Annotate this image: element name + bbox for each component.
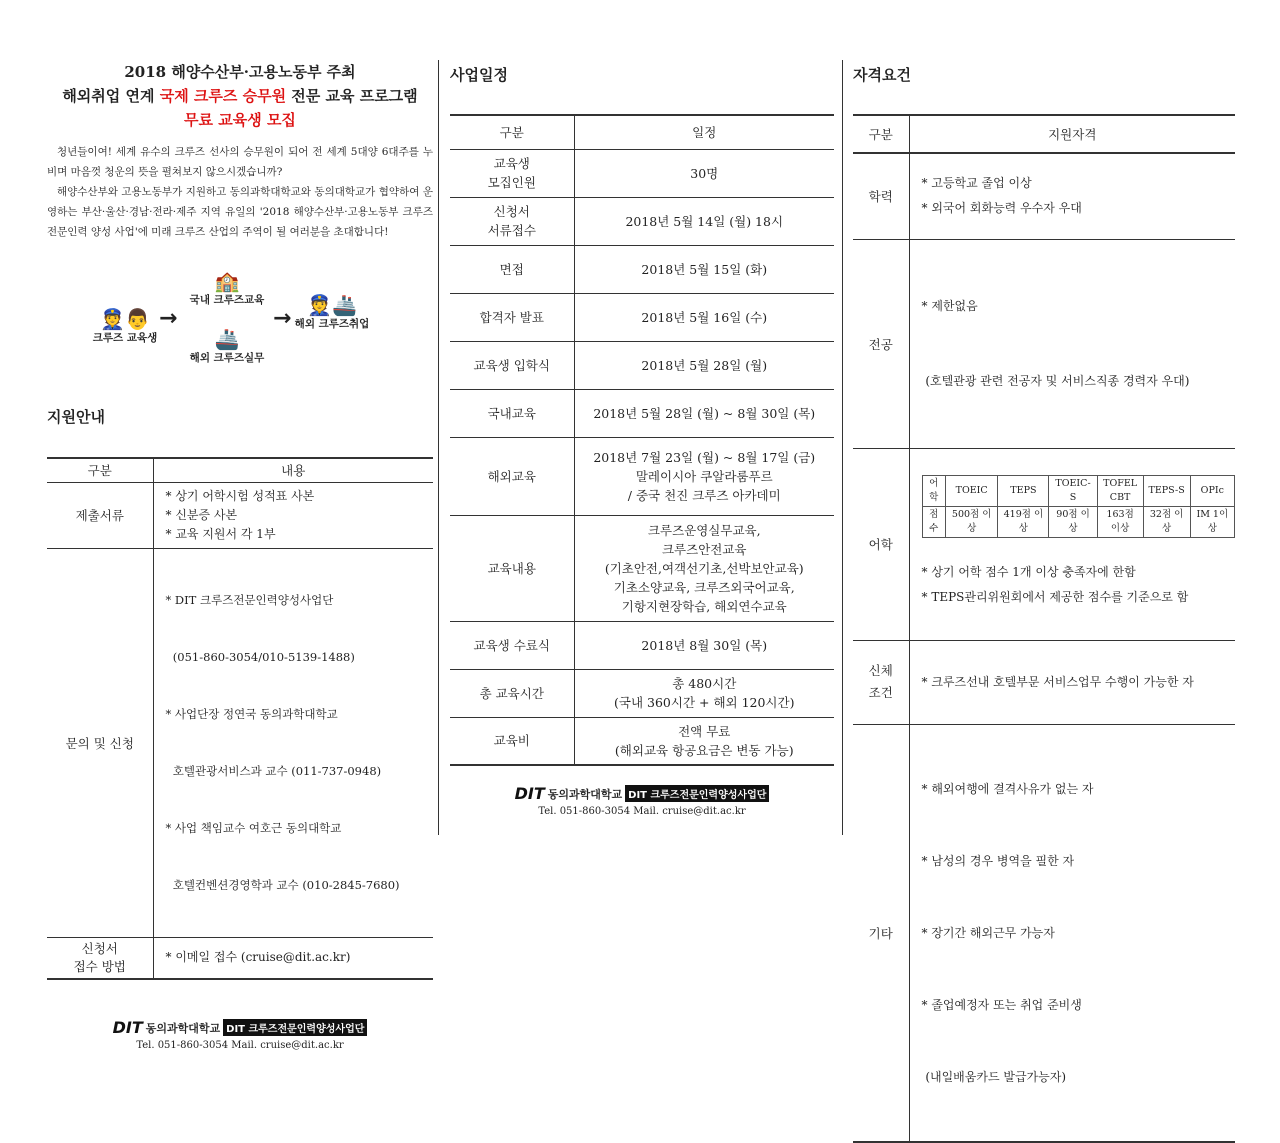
- row-value: [574, 515, 834, 621]
- list-item: * TEPS관리위원회에서 제공한 점수를 기준으로 함: [921, 589, 1189, 604]
- requirements-heading: 자격요건: [853, 66, 911, 84]
- language-cell: OPIc: [1190, 475, 1234, 506]
- row-key: 교육비: [450, 717, 574, 765]
- row-key: 교육생 수료식: [450, 621, 574, 669]
- row-content: [153, 482, 433, 548]
- column-divider-2: [842, 60, 843, 835]
- list-item: * 장기간 해외근무 가능자: [921, 925, 1055, 940]
- table-header: 지원자격: [909, 115, 1235, 153]
- language-cell: 32점 이상: [1143, 506, 1190, 537]
- trainee-label: 크루즈 교육생: [92, 332, 158, 344]
- value-line: 2018년 5월 16일 (수): [641, 309, 768, 325]
- value-line: 2018년 5월 14일 (월) 18시: [625, 213, 784, 229]
- table-row: [853, 724, 1235, 1142]
- row-content: [909, 153, 1235, 239]
- list-item: * 이메일 접수 (cruise@dit.ac.kr): [165, 950, 351, 965]
- table-row: [450, 437, 834, 515]
- row-value: [574, 621, 834, 669]
- list-item: (051-860-3054/010-5139-1488): [165, 649, 355, 664]
- page-title: [47, 60, 433, 132]
- table-row: [853, 153, 1235, 239]
- employment-node: [272, 294, 392, 331]
- table-row: [47, 482, 433, 548]
- language-cell: IM 1이상: [1190, 506, 1234, 537]
- title-part-a: 해외취업 연계: [62, 87, 160, 105]
- list-item: * 외국어 회화능력 우수자 우대: [921, 201, 1082, 216]
- list-item: * 사업단장 정연국 동의과학대학교: [165, 706, 338, 721]
- row-key: 국내교육: [450, 389, 574, 437]
- left-column: [47, 55, 433, 1051]
- row-content: [909, 640, 1235, 724]
- list-item: * 남성의 경우 병역을 필한 자: [921, 853, 1075, 868]
- row-value: [574, 293, 834, 341]
- row-key: 전공: [853, 239, 909, 448]
- table-row: [450, 389, 834, 437]
- row-content: [909, 448, 1235, 640]
- row-value: [574, 149, 834, 197]
- row-key: [450, 149, 574, 197]
- list-item: * 상기 어학 점수 1개 이상 충족자에 한함: [921, 564, 1136, 579]
- cruise-ship-icon: 🚢: [214, 327, 240, 351]
- list-item: 호텔관광서비스과 교수 (011-737-0948): [165, 763, 382, 778]
- table-row: [450, 341, 834, 389]
- language-cell: TOFEL CBT: [1097, 475, 1143, 506]
- row-key: 면접: [450, 245, 574, 293]
- row-value: [574, 341, 834, 389]
- list-item: * 사업 책임교수 여호근 동의대학교: [165, 820, 342, 835]
- row-key: 교육생 입학식: [450, 341, 574, 389]
- table-row: [853, 640, 1235, 724]
- table-header-row: [47, 458, 433, 482]
- domestic-node: [177, 270, 277, 307]
- table-header: 일정: [574, 115, 834, 149]
- value-line: 2018년 5월 28일 (월) ~ 8월 30일 (목): [593, 405, 816, 421]
- dit-logo: [515, 784, 770, 803]
- value-line: 기초소양교육, 크루즈외국어교육,: [613, 579, 795, 595]
- value-line: (기초안전,여객선기초,선박보안교육): [604, 560, 804, 576]
- university-name: 동의과학대학교: [145, 1021, 221, 1035]
- table-header: 구분: [47, 458, 153, 482]
- table-row: [450, 197, 834, 245]
- row-value: [574, 197, 834, 245]
- table-row: [450, 717, 834, 765]
- intro-paragraph-1: 청년들이여! 세계 유수의 크루즈 선사의 승무원이 되어 전 세계 5대양 6대주를 누비며 마음껏 청운의 뜻을 펼쳐보지 않으시겠습니까?: [47, 146, 433, 178]
- list-item: * 졸업예정자 또는 취업 준비생: [921, 997, 1082, 1012]
- requirements-column: [853, 55, 1235, 1143]
- value-line: 2018년 5월 15일 (화): [641, 261, 768, 277]
- contact-info: Tel. 051-860-3054 Mail. cruise@dit.ac.kr: [538, 806, 746, 817]
- table-row: [853, 239, 1235, 448]
- language-cell: TOEIC: [946, 475, 998, 506]
- table-row: [47, 548, 433, 937]
- row-key: 해외교육: [450, 437, 574, 515]
- list-item: * 해외여행에 결격사유가 없는 자: [921, 781, 1094, 796]
- table-header-row: [450, 115, 834, 149]
- row-key-line: 서류접수: [487, 223, 536, 238]
- row-value: [574, 669, 834, 717]
- footer-logo: [47, 1018, 433, 1051]
- school-building-icon: 🏫: [214, 269, 240, 293]
- domestic-label: 국내 크루즈교육: [189, 294, 265, 306]
- row-value: [574, 717, 834, 765]
- row-content: [909, 724, 1235, 1142]
- row-content: [153, 937, 433, 979]
- crew-ship-icon: 👮🚢: [307, 293, 357, 317]
- row-value: [574, 437, 834, 515]
- value-line: 전액 무료: [678, 723, 731, 739]
- table-row: [853, 448, 1235, 640]
- list-item: * 신분증 사본: [165, 507, 238, 522]
- list-item: * DIT 크루즈전문인력양성사업단: [165, 592, 334, 607]
- language-cell: TEPS-S: [1143, 475, 1190, 506]
- value-line: 2018년 7월 23일 (월) ~ 8월 17일 (금): [593, 449, 816, 465]
- list-item: 호텔컨벤션경영학과 교수 (010-2845-7680): [165, 877, 400, 892]
- row-key: 어학: [853, 448, 909, 640]
- value-line: 말레이시아 쿠알라룸푸르: [635, 468, 773, 484]
- value-line: 30명: [690, 165, 719, 181]
- table-header: 내용: [153, 458, 433, 482]
- requirements-table: [853, 114, 1235, 1143]
- table-header: 구분: [853, 115, 909, 153]
- language-cell: 90점 이상: [1049, 506, 1097, 537]
- guide-table: [47, 457, 433, 980]
- row-key: 학력: [853, 153, 909, 239]
- dit-mark: [113, 1018, 143, 1037]
- language-test-row: [922, 475, 1235, 506]
- table-row: [450, 669, 834, 717]
- value-line: 크루즈안전교육: [661, 541, 747, 557]
- guide-heading: 지원안내: [47, 408, 105, 426]
- column-divider-1: [438, 60, 439, 835]
- row-content: [909, 239, 1235, 448]
- row-key-line: 신청서: [493, 204, 530, 219]
- dit-logo: [113, 1018, 368, 1037]
- intro-text: [47, 142, 433, 242]
- language-score-row: [922, 506, 1235, 537]
- row-content: [153, 548, 433, 937]
- employment-label: 해외 크루즈취업: [294, 318, 370, 330]
- value-line: (해외교육 항공요금은 변동 가능): [614, 742, 794, 758]
- language-cell: 점수: [922, 506, 946, 537]
- language-score-table: [922, 475, 1236, 538]
- language-cell: 어학: [922, 475, 946, 506]
- list-item: * 교육 지원서 각 1부: [165, 526, 276, 541]
- intro-paragraph-2: 해양수산부와 고용노동부가 지원하고 동의과학대학교와 동의대학교가 협약하여 운영하는 부산·울산·경남·전라·제주 지역 유일의 '2018 해양수산부·고용노동부 크루즈 전문인력 양성 사업'에 미래 크루즈 산업의 주역이 될 여러분을 초대합니다!: [47, 186, 433, 238]
- row-key-line: 모집인원: [487, 175, 536, 190]
- list-item: (내일배움카드 발급가능자): [921, 1069, 1067, 1084]
- trainee-people-icon: 👮👨: [100, 307, 150, 331]
- schedule-column: [450, 55, 834, 817]
- list-item: * 제한없음: [921, 298, 978, 313]
- title-highlight: 국제 크루즈 승무원: [159, 87, 287, 105]
- contact-info: Tel. 051-860-3054 Mail. cruise@dit.ac.kr: [136, 1040, 344, 1051]
- value-line: (국내 360시간 + 해외 120시간): [614, 695, 795, 710]
- row-key-line: 접수 방법: [73, 958, 126, 974]
- table-row: [450, 621, 834, 669]
- row-value: [574, 389, 834, 437]
- list-item: * 상기 어학시험 성적표 사본: [165, 488, 315, 503]
- row-key: [450, 197, 574, 245]
- language-cell: 163점 이상: [1097, 506, 1143, 537]
- row-key-line: 신청서: [81, 940, 118, 956]
- row-key: [47, 937, 153, 979]
- row-key-line: 신체: [868, 663, 893, 678]
- program-flow-diagram: [47, 270, 433, 400]
- table-header-row: [853, 115, 1235, 153]
- row-key: 기타: [853, 724, 909, 1142]
- row-key: 합격자 발표: [450, 293, 574, 341]
- project-group-badge: DIT 크루즈전문인력양성사업단: [625, 785, 769, 802]
- value-line: 총 480시간: [672, 676, 737, 691]
- table-row: [450, 245, 834, 293]
- schedule-heading: 사업일정: [450, 66, 508, 84]
- schedule-table: [450, 114, 834, 766]
- title-line-3: 무료 교육생 모집: [184, 111, 296, 129]
- value-line: / 중국 천진 크루즈 아카데미: [627, 487, 781, 503]
- arrow-icon: →: [273, 306, 292, 331]
- title-part-b: 전문 교육 프로그램: [286, 87, 418, 105]
- table-header: 구분: [450, 115, 574, 149]
- row-key-line: 교육생: [493, 156, 530, 171]
- dit-text: DIT: [112, 1018, 143, 1037]
- row-key: 총 교육시간: [450, 669, 574, 717]
- dit-text: DIT: [514, 784, 545, 803]
- language-cell: TEPS: [998, 475, 1049, 506]
- dit-mark: [515, 784, 545, 803]
- overseas-practice-label: 해외 크루즈실무: [189, 352, 265, 364]
- language-cell: TOEIC-S: [1049, 475, 1097, 506]
- value-line: 크루즈운영실무교육,: [647, 522, 761, 538]
- list-item: (호텔관광 관련 전공자 및 서비스직종 경력자 우대): [921, 373, 1190, 388]
- table-row: [450, 293, 834, 341]
- value-line: 2018년 5월 28일 (월): [641, 357, 768, 373]
- university-name: 동의과학대학교: [547, 787, 623, 801]
- footer-logo: [450, 784, 834, 817]
- list-item: * 고등학교 졸업 이상: [921, 176, 1032, 191]
- table-row: [450, 515, 834, 621]
- row-key: 제출서류: [47, 482, 153, 548]
- title-line-2: [47, 84, 433, 108]
- list-item: * 크루즈선내 호텔부문 서비스업무 수행이 가능한 자: [921, 674, 1194, 689]
- row-key-line: 조건: [868, 685, 893, 700]
- value-line: 2018년 8월 30일 (목): [641, 637, 768, 653]
- value-line: 기항지현장학습, 해외연수교육: [621, 598, 787, 614]
- row-value: [574, 245, 834, 293]
- row-key: 교육내용: [450, 515, 574, 621]
- overseas-practice-node: [177, 328, 277, 365]
- language-cell: 500점 이상: [946, 506, 998, 537]
- row-key: 문의 및 신청: [47, 548, 153, 937]
- language-cell: 419점 이상: [998, 506, 1049, 537]
- arrow-icon: →: [159, 306, 178, 331]
- row-key: [853, 640, 909, 724]
- title-line-1: 2018 해양수산부·고용노동부 주최: [124, 63, 356, 81]
- table-row: [450, 149, 834, 197]
- table-row: [47, 937, 433, 979]
- project-group-badge: DIT 크루즈전문인력양성사업단: [223, 1019, 367, 1036]
